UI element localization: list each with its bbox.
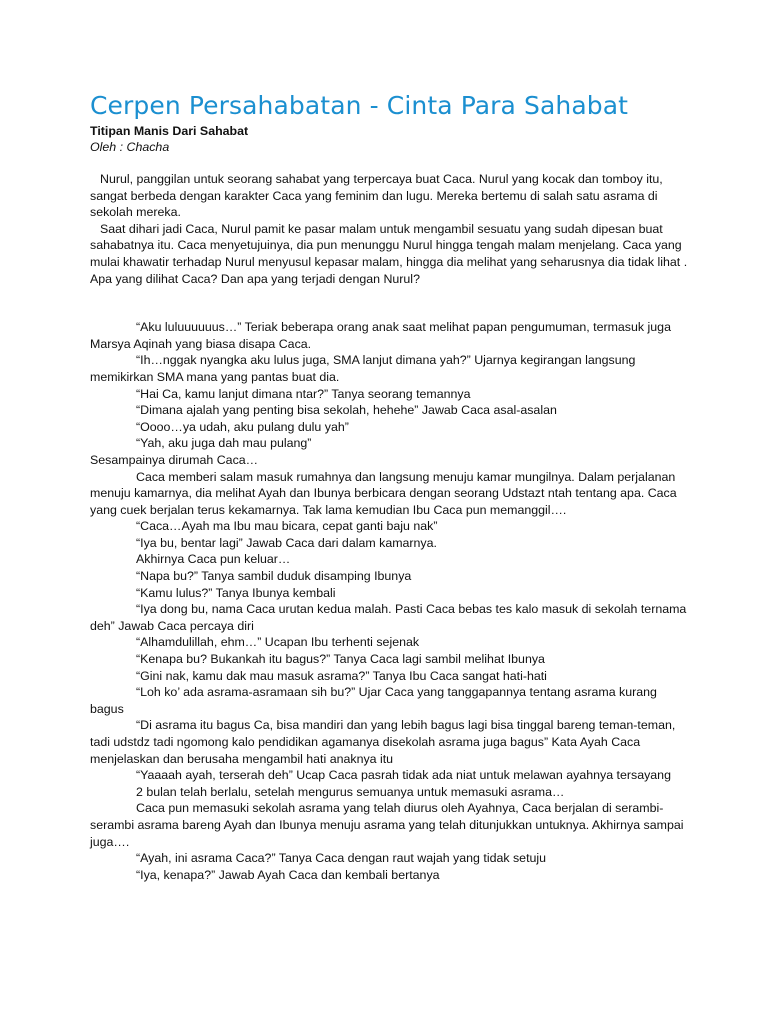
synopsis-section [90,171,690,287]
story-paragraph: 2 bulan telah berlalu, setelah mengurus semuanya untuk memasuki asrama… [136,784,565,799]
story-paragraph: “Dimana ajalah yang penting bisa sekolah, hehehe” Jawab Caca asal-asalan [136,403,557,418]
story-paragraph: “Ih…nggak nyangka aku lulus juga, SMA lanjut dimana yah?” Ujarnya kegirangan langsung memikirkan SMA mana yang pantas buat dia. [90,353,636,384]
story-paragraph: “Loh ko’ ada asrama-asramaan sih bu?” Ujar Caca yang tanggapannya tentang asrama kurang bagus [90,685,657,716]
story-paragraph: “Caca…Ayah ma Ibu mau bicara, cepat ganti baju nak” [136,519,438,534]
document-title: Cerpen Persahabatan - Cinta Para Sahabat [90,91,629,120]
story-paragraph: “Oooo…ya udah, aku pulang dulu yah” [136,419,349,434]
story-paragraph: Akhirnya Caca pun keluar… [136,552,291,567]
story-paragraph: “Iya bu, bentar lagi” Jawab Caca dari dalam kamarnya. [136,535,437,550]
story-paragraph: “Kenapa bu? Bukankah itu bagus?” Tanya Caca lagi sambil melihat Ibunya [136,652,545,667]
story-paragraph: “Iya, kenapa?” Jawab Ayah Caca dan kembali bertanya [136,867,440,882]
synopsis-paragraph: Nurul, panggilan untuk seorang sahabat yang terpercaya buat Caca. Nurul yang kocak dan tomboy itu, sangat berbeda dengan karakter Caca yang feminim dan lugu. Mereka bertemu di salah satu asrama di sekolah mereka. [90,172,663,220]
story-paragraph: “Kamu lulus?” Tanya Ibunya kembali [136,585,336,600]
story-subtitle: Titipan Manis Dari Sahabat [90,124,249,138]
story-paragraph: “Alhamdulillah, ehm…” Ucapan Ibu terhenti sejenak [136,635,420,650]
story-paragraph: “Yah, aku juga dah mau pulang” [136,436,312,451]
story-paragraph: “Yaaaah ayah, terserah deh” Ucap Caca pasrah tidak ada niat untuk melawan ayahnya tersayang [136,768,671,783]
author-byline: Oleh : Chacha [90,140,170,154]
story-paragraph: “Napa bu?” Tanya sambil duduk disamping Ibunya [136,569,412,584]
story-paragraph: Caca memberi salam masuk rumahnya dan langsung menuju kamar mungilnya. Dalam perjalanan menuju kamarnya, dia melihat Ayah dan Ibunya berbicara dengan seorang Udstazt ntah tentang apa. Caca yang cuek berjalan terus kekamarnya. Tak lama kemudian Ibu Caca pun memanggil…. [90,469,677,517]
document-page [90,89,690,883]
story-body [90,319,690,883]
story-paragraph: “Di asrama itu bagus Ca, bisa mandiri dan yang lebih bagus lagi bisa tinggal bareng teman-teman, tadi udstdz tadi ngomong kalo pendidikan agamanya disekolah asrama juga bagus” Kata Ayah Caca menjelaskan dan berusaha mengambil hati anaknya itu [90,718,676,766]
story-paragraph: “Aku luluuuuuus…” Teriak beberapa orang anak saat melihat papan pengumuman, termasuk juga Marsya Aqinah yang biasa disapa Caca. [90,320,671,351]
synopsis-paragraph: Saat dihari jadi Caca, Nurul pamit ke pasar malam untuk mengambil sesuatu yang sudah dipesan buat sahabatnya itu. Caca menyetujuinya, dia pun menunggu Nurul hingga tengah malam menjelang. Caca yang mulai khawatir terhadap Nurul menyusul kepasar malam, hingga dia melihat yang seharusnya dia tidak lihat . Apa yang dilihat Caca? Dan apa yang terjadi dengan Nurul? [90,221,688,286]
story-paragraph: Sesampainya dirumah Caca… [90,452,259,467]
story-paragraph: Caca pun memasuki sekolah asrama yang telah diurus oleh Ayahnya, Caca berjalan di serambi-serambi asrama bareng Ayah dan Ibunya menuju asrama yang telah ditunjukkan untuknya. Akhirnya sampai juga…. [90,801,684,849]
story-paragraph: “Hai Ca, kamu lanjut dimana ntar?” Tanya seorang temannya [136,386,471,401]
story-paragraph: “Ayah, ini asrama Caca?” Tanya Caca dengan raut wajah yang tidak setuju [136,851,547,866]
story-paragraph: “Iya dong bu, nama Caca urutan kedua malah. Pasti Caca bebas tes kalo masuk di sekolah ternama deh” Jawab Caca percaya diri [90,602,687,633]
story-paragraph: “Gini nak, kamu dak mau masuk asrama?” Tanya Ibu Caca sangat hati-hati [136,668,547,683]
